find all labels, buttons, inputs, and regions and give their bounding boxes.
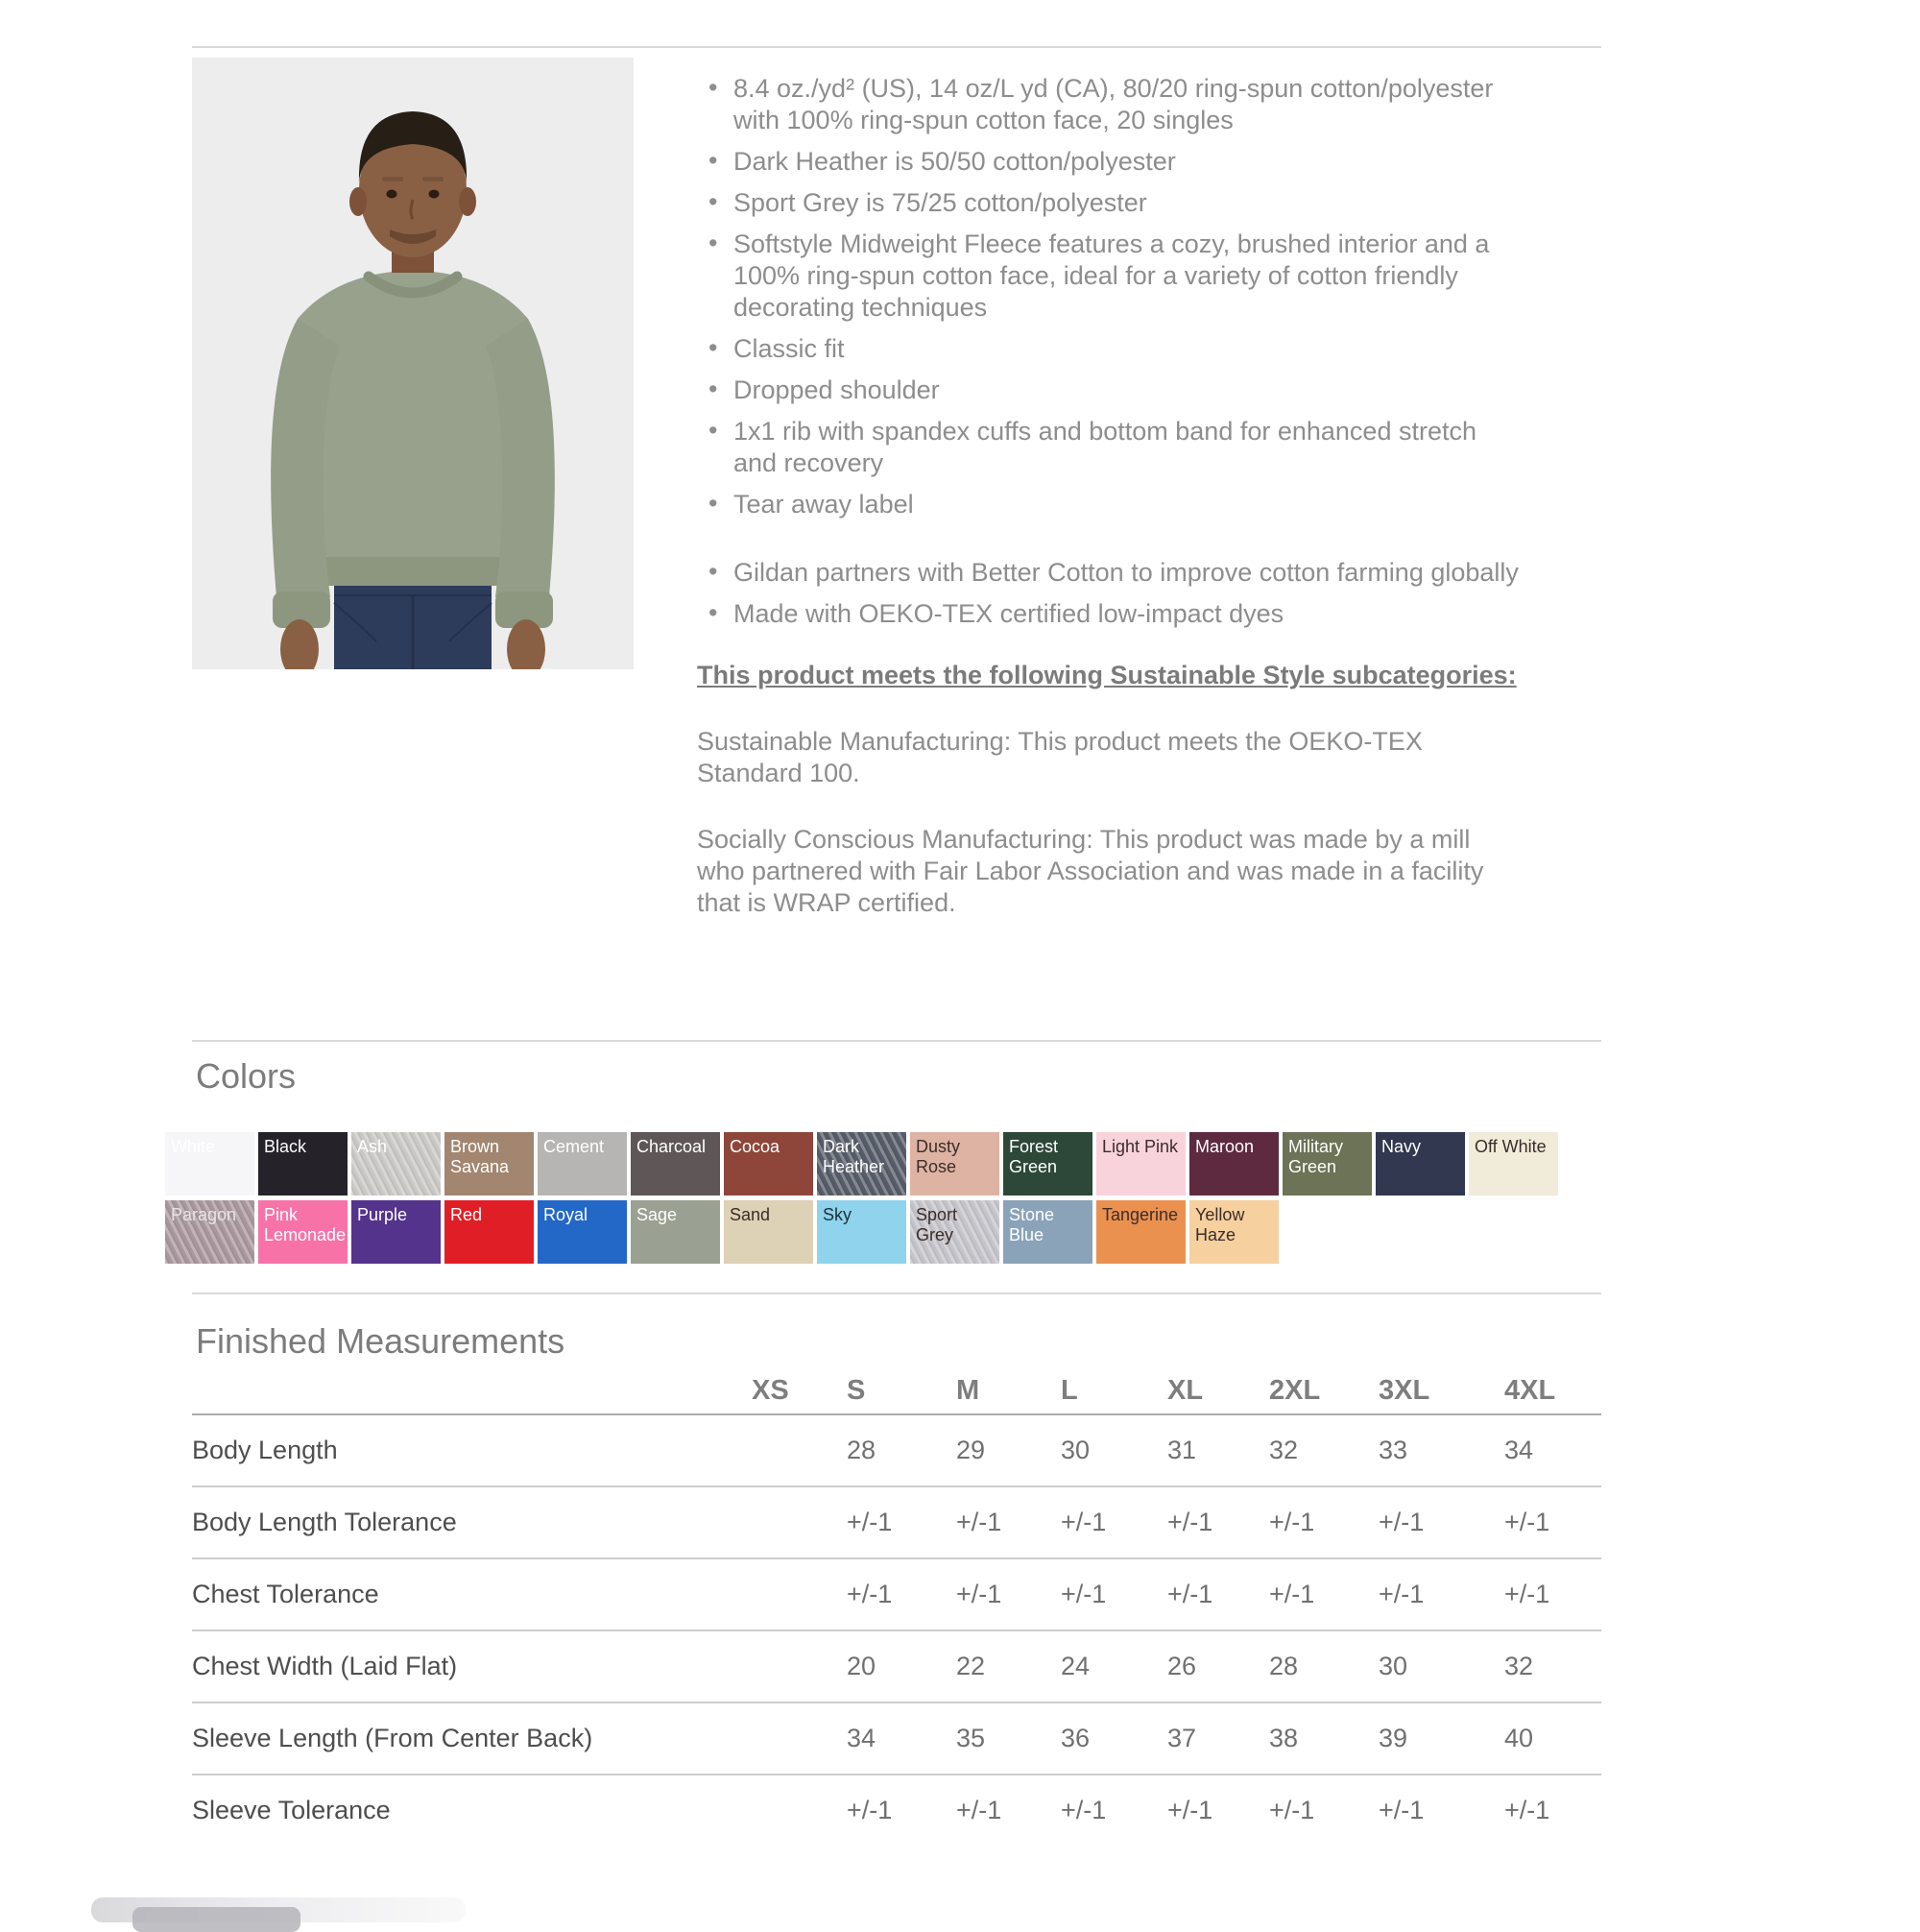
color-swatch-label: Dark Heather	[823, 1137, 885, 1176]
color-swatch-off-white[interactable]	[1469, 1132, 1558, 1195]
measurement-value: 34	[847, 1724, 876, 1752]
finished-measurements-table	[192, 1367, 1601, 1846]
divider-top	[192, 46, 1601, 48]
measurement-value: 26	[1167, 1652, 1197, 1680]
measurement-value: +/-1	[1167, 1508, 1213, 1536]
color-swatch-label: Forest Green	[1009, 1137, 1059, 1176]
color-swatch-label: Military Green	[1288, 1137, 1343, 1176]
color-swatch-label: Cement	[543, 1137, 605, 1156]
product-bullet: • Sport Grey is 75/25 cotton/polyester	[733, 187, 1519, 219]
color-swatch-dark-heather[interactable]	[817, 1132, 906, 1195]
measurement-value: 31	[1167, 1436, 1197, 1464]
measurement-row	[192, 1703, 1601, 1775]
color-swatch-military-green[interactable]	[1283, 1132, 1372, 1195]
size-header-4xl: 4XL	[1504, 1374, 1556, 1406]
color-swatch-paragon[interactable]	[165, 1200, 254, 1264]
color-swatch-label: Sky	[823, 1205, 852, 1224]
measurement-value: 30	[1061, 1436, 1091, 1464]
measurements-heading: Finished Measurements	[196, 1321, 565, 1361]
color-swatch-label: Ash	[357, 1137, 388, 1156]
color-swatch-purple[interactable]	[351, 1200, 441, 1264]
color-swatch-sport-grey[interactable]	[910, 1200, 999, 1264]
measurement-value: 28	[847, 1436, 876, 1464]
color-swatch-label: Royal	[543, 1205, 588, 1224]
color-swatch-sky[interactable]	[817, 1200, 906, 1264]
measurement-value: 30	[1379, 1652, 1408, 1680]
color-swatch-stone-blue[interactable]	[1003, 1200, 1092, 1264]
color-swatch-dusty-rose[interactable]	[910, 1132, 999, 1195]
measurement-value: +/-1	[1379, 1508, 1425, 1536]
socially-conscious-text: Socially Conscious Manufacturing: This product was made by a mill who partnered with Fair Labor Association and was made in a facility that is WRAP certified.	[697, 825, 1484, 917]
color-swatch-yellow-haze[interactable]	[1189, 1200, 1279, 1264]
measurement-row	[192, 1775, 1601, 1846]
measurement-row	[192, 1559, 1601, 1631]
size-header-s: S	[847, 1374, 866, 1406]
color-swatch-label: Yellow Haze	[1195, 1205, 1245, 1244]
product-bullet: • Tear away label	[733, 489, 1519, 520]
divider-measurements	[192, 1292, 1601, 1294]
colors-heading: Colors	[196, 1056, 297, 1096]
size-header-xs: XS	[752, 1374, 789, 1406]
measurement-value: 37	[1167, 1724, 1197, 1752]
sustainable-style-heading: This product meets the following Sustainable Style subcategories:	[697, 661, 1517, 689]
measurement-value: +/-1	[1061, 1508, 1107, 1536]
measurement-value: +/-1	[847, 1796, 893, 1824]
measurement-label: Body Length	[192, 1436, 338, 1464]
measurement-value: 20	[847, 1652, 876, 1680]
color-swatch-forest-green[interactable]	[1003, 1132, 1092, 1195]
measurement-value: 32	[1269, 1436, 1299, 1464]
color-swatch-maroon[interactable]	[1189, 1132, 1279, 1195]
measurement-value: +/-1	[956, 1580, 1002, 1608]
color-swatch-label: Purple	[357, 1205, 408, 1224]
color-swatch-label: Sport Grey	[916, 1205, 958, 1244]
measurement-label: Chest Tolerance	[192, 1580, 379, 1608]
measurement-value: +/-1	[847, 1508, 893, 1536]
measurement-row	[192, 1415, 1601, 1487]
measurement-value: +/-1	[1379, 1580, 1425, 1608]
color-swatch-pink-lemonade[interactable]	[258, 1200, 348, 1264]
product-bullet-list	[697, 73, 1519, 520]
color-swatch-label: Sand	[730, 1205, 771, 1224]
color-swatch-brown-savana[interactable]	[444, 1132, 534, 1195]
product-bullet: • Softstyle Midweight Fleece features a cozy, brushed interior and a 100% ring-spun cotton face, ideal for a variety of cotton friendly decorating techniques	[733, 229, 1519, 324]
measurement-value: 39	[1379, 1724, 1408, 1752]
measurement-value: 22	[956, 1652, 986, 1680]
color-swatch-cement[interactable]	[538, 1132, 627, 1195]
color-swatch-label: Paragon	[171, 1205, 237, 1224]
color-swatch-label: Pink Lemonade	[264, 1205, 347, 1244]
color-swatch-label: Dusty Rose	[916, 1137, 961, 1176]
color-swatch-charcoal[interactable]	[631, 1132, 720, 1195]
model-photo-illustration	[192, 58, 634, 669]
size-header-l: L	[1061, 1374, 1078, 1406]
measurement-value: +/-1	[956, 1796, 1002, 1824]
color-swatch-cocoa[interactable]	[724, 1132, 813, 1195]
color-swatch-red[interactable]	[444, 1200, 534, 1264]
measurement-value: 29	[956, 1436, 986, 1464]
measurement-value: 33	[1379, 1436, 1408, 1464]
measurement-value: +/-1	[1061, 1796, 1107, 1824]
color-swatch-label: Tangerine	[1102, 1205, 1179, 1224]
bottom-left-partial-element	[132, 1907, 300, 1932]
color-swatch-label: Black	[264, 1137, 307, 1156]
color-swatch-light-pink[interactable]	[1096, 1132, 1186, 1195]
color-swatch-sage[interactable]	[631, 1200, 720, 1264]
measurement-value: +/-1	[1269, 1796, 1315, 1824]
color-swatch-label: Charcoal	[636, 1137, 707, 1156]
color-swatch-label: Off White	[1475, 1137, 1547, 1156]
product-bullet: • Dropped shoulder	[733, 374, 1519, 406]
size-header-m: M	[956, 1374, 980, 1406]
measurement-value: +/-1	[1061, 1580, 1107, 1608]
sustainability-bullet-list	[697, 557, 1519, 630]
measurement-value: 24	[1061, 1652, 1091, 1680]
color-swatch-label: Navy	[1381, 1137, 1422, 1156]
color-swatch-label: Stone Blue	[1009, 1205, 1055, 1244]
color-swatch-label: Light Pink	[1102, 1137, 1179, 1156]
measurement-value: 40	[1504, 1724, 1534, 1752]
product-details	[697, 58, 1519, 919]
measurement-value: 32	[1504, 1652, 1534, 1680]
measurement-value: 35	[956, 1724, 986, 1752]
size-header-row	[192, 1367, 1601, 1415]
measurement-value: +/-1	[956, 1508, 1002, 1536]
measurement-value: +/-1	[1504, 1580, 1550, 1608]
color-swatch-label: Sage	[636, 1205, 678, 1224]
color-swatch-tangerine[interactable]	[1096, 1200, 1186, 1264]
color-swatch-navy[interactable]	[1376, 1132, 1465, 1195]
measurement-value: +/-1	[1167, 1580, 1213, 1608]
measurement-label: Sleeve Length (From Center Back)	[192, 1724, 593, 1752]
color-swatch-label: Maroon	[1195, 1137, 1255, 1156]
color-swatch-grid	[165, 1132, 1562, 1268]
product-bullet: • Dark Heather is 50/50 cotton/polyester	[733, 146, 1519, 178]
measurement-value: 38	[1269, 1724, 1299, 1752]
color-swatch-label: Cocoa	[730, 1137, 780, 1156]
color-swatch-label: Red	[450, 1205, 483, 1224]
measurement-value: +/-1	[1504, 1796, 1550, 1824]
product-bullet: • Made with OEKO-TEX certified low-impact dyes	[733, 598, 1519, 630]
product-bullet: • 8.4 oz./yd² (US), 14 oz/L yd (CA), 80/20 ring-spun cotton/polyester with 100% ring-spun cotton face, 20 singles	[733, 73, 1519, 136]
size-header-2xl: 2XL	[1269, 1374, 1321, 1406]
size-header-xl: XL	[1167, 1374, 1204, 1406]
measurement-value: 36	[1061, 1724, 1091, 1752]
measurement-value: 28	[1269, 1652, 1299, 1680]
color-swatch-royal[interactable]	[538, 1200, 627, 1264]
measurement-label: Body Length Tolerance	[192, 1508, 457, 1536]
measurement-value: +/-1	[1167, 1796, 1213, 1824]
measurement-label: Chest Width (Laid Flat)	[192, 1652, 458, 1680]
product-photo[interactable]	[192, 58, 634, 669]
product-top-section	[192, 58, 1601, 919]
product-bullet: • Classic fit	[733, 333, 1519, 365]
product-bullet: • Gildan partners with Better Cotton to improve cotton farming globally	[733, 557, 1519, 589]
color-swatch-sand[interactable]	[724, 1200, 813, 1264]
color-swatch-white[interactable]	[165, 1132, 254, 1195]
measurement-row	[192, 1487, 1601, 1559]
sustainable-manufacturing-text: Sustainable Manufacturing: This product meets the OEKO-TEX Standard 100.	[697, 727, 1423, 787]
color-swatch-row	[165, 1200, 1562, 1264]
color-swatch-row	[165, 1132, 1562, 1195]
measurement-value: 34	[1504, 1436, 1534, 1464]
product-bullet: • 1x1 rib with spandex cuffs and bottom band for enhanced stretch and recovery	[733, 416, 1519, 479]
color-swatch-black[interactable]	[258, 1132, 348, 1195]
measurement-value: +/-1	[1269, 1508, 1315, 1536]
measurement-value: +/-1	[847, 1580, 893, 1608]
measurement-value: +/-1	[1269, 1580, 1315, 1608]
color-swatch-label: White	[171, 1137, 216, 1156]
divider-colors	[192, 1040, 1601, 1042]
color-swatch-label: Brown Savana	[450, 1137, 510, 1176]
measurement-row	[192, 1631, 1601, 1703]
measurement-value: +/-1	[1504, 1508, 1550, 1536]
size-header-3xl: 3XL	[1379, 1374, 1430, 1406]
measurement-label: Sleeve Tolerance	[192, 1796, 391, 1824]
color-swatch-ash[interactable]	[351, 1132, 441, 1195]
measurement-value: +/-1	[1379, 1796, 1425, 1824]
